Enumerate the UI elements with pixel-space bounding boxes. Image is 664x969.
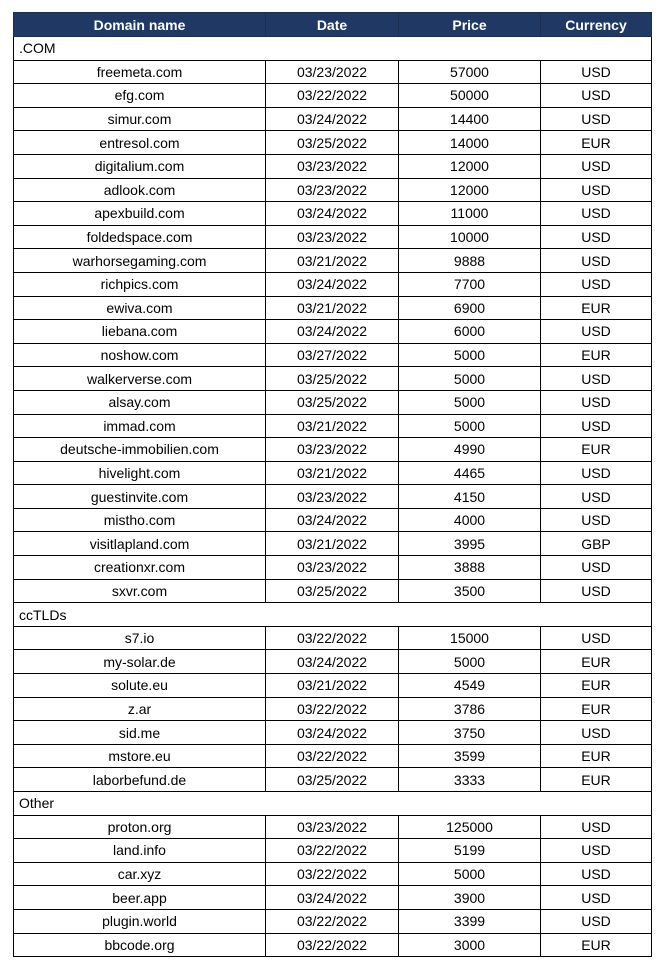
cell-price: 4000: [399, 508, 541, 532]
cell-price: 14400: [399, 107, 541, 131]
cell-price: 3599: [399, 744, 541, 768]
domain-sales-sheet: [13, 12, 651, 957]
cell-price: 3399: [399, 909, 541, 933]
cell-domain-name: bbcode.org: [14, 933, 266, 957]
table-row: [14, 84, 652, 108]
column-header-currency: Currency: [541, 13, 652, 37]
table-row: [14, 508, 652, 532]
section-title: ccTLDs: [14, 603, 652, 627]
cell-currency: GBP: [541, 532, 652, 556]
cell-price: 6900: [399, 296, 541, 320]
cell-currency: USD: [541, 556, 652, 580]
cell-date: 03/27/2022: [266, 343, 399, 367]
cell-currency: EUR: [541, 438, 652, 462]
cell-price: 11000: [399, 202, 541, 226]
cell-domain-name: guestinvite.com: [14, 485, 266, 509]
cell-date: 03/24/2022: [266, 721, 399, 745]
cell-date: 03/22/2022: [266, 744, 399, 768]
cell-date: 03/23/2022: [266, 178, 399, 202]
cell-date: 03/23/2022: [266, 225, 399, 249]
cell-currency: USD: [541, 485, 652, 509]
cell-currency: USD: [541, 272, 652, 296]
cell-date: 03/24/2022: [266, 508, 399, 532]
cell-date: 03/23/2022: [266, 154, 399, 178]
cell-price: 3888: [399, 556, 541, 580]
cell-currency: USD: [541, 862, 652, 886]
cell-price: 50000: [399, 84, 541, 108]
table-row: [14, 178, 652, 202]
cell-price: 12000: [399, 154, 541, 178]
cell-currency: USD: [541, 839, 652, 863]
table-row: [14, 768, 652, 792]
cell-currency: USD: [541, 249, 652, 273]
cell-currency: USD: [541, 390, 652, 414]
cell-price: 7700: [399, 272, 541, 296]
cell-currency: EUR: [541, 697, 652, 721]
cell-currency: USD: [541, 461, 652, 485]
table-row: [14, 485, 652, 509]
cell-price: 3900: [399, 886, 541, 910]
cell-date: 03/21/2022: [266, 296, 399, 320]
cell-domain-name: my-solar.de: [14, 650, 266, 674]
table-row: [14, 674, 652, 698]
cell-price: 3750: [399, 721, 541, 745]
cell-domain-name: hivelight.com: [14, 461, 266, 485]
cell-date: 03/25/2022: [266, 768, 399, 792]
cell-domain-name: walkerverse.com: [14, 367, 266, 391]
table-row: [14, 414, 652, 438]
table-row: [14, 343, 652, 367]
table-row: [14, 839, 652, 863]
cell-price: 57000: [399, 60, 541, 84]
table-row: [14, 390, 652, 414]
cell-domain-name: adlook.com: [14, 178, 266, 202]
cell-domain-name: solute.eu: [14, 674, 266, 698]
cell-domain-name: warhorsegaming.com: [14, 249, 266, 273]
cell-currency: USD: [541, 815, 652, 839]
column-header-domain-name: Domain name: [14, 13, 266, 37]
cell-price: 3995: [399, 532, 541, 556]
cell-currency: EUR: [541, 933, 652, 957]
cell-currency: USD: [541, 579, 652, 603]
cell-date: 03/23/2022: [266, 438, 399, 462]
cell-currency: EUR: [541, 650, 652, 674]
table-row: [14, 556, 652, 580]
cell-date: 03/23/2022: [266, 815, 399, 839]
cell-currency: USD: [541, 508, 652, 532]
cell-date: 03/21/2022: [266, 249, 399, 273]
cell-price: 5199: [399, 839, 541, 863]
table-row: [14, 131, 652, 155]
cell-currency: USD: [541, 154, 652, 178]
cell-currency: USD: [541, 909, 652, 933]
cell-date: 03/25/2022: [266, 579, 399, 603]
cell-currency: USD: [541, 414, 652, 438]
cell-date: 03/21/2022: [266, 532, 399, 556]
cell-domain-name: z.ar: [14, 697, 266, 721]
cell-domain-name: proton.org: [14, 815, 266, 839]
cell-date: 03/24/2022: [266, 272, 399, 296]
cell-price: 5000: [399, 414, 541, 438]
section-title: Other: [14, 792, 652, 816]
table-row: [14, 320, 652, 344]
cell-currency: USD: [541, 84, 652, 108]
cell-domain-name: sid.me: [14, 721, 266, 745]
cell-currency: USD: [541, 202, 652, 226]
cell-date: 03/23/2022: [266, 60, 399, 84]
table-row: [14, 438, 652, 462]
cell-domain-name: ewiva.com: [14, 296, 266, 320]
cell-domain-name: beer.app: [14, 886, 266, 910]
cell-domain-name: sxvr.com: [14, 579, 266, 603]
cell-domain-name: mistho.com: [14, 508, 266, 532]
cell-domain-name: alsay.com: [14, 390, 266, 414]
table-body: [14, 37, 652, 957]
table-row: [14, 367, 652, 391]
cell-domain-name: entresol.com: [14, 131, 266, 155]
cell-date: 03/22/2022: [266, 933, 399, 957]
cell-price: 5000: [399, 650, 541, 674]
table-row: [14, 721, 652, 745]
table-row: [14, 933, 652, 957]
table-row: [14, 862, 652, 886]
section-title: .COM: [14, 37, 652, 61]
section-row: [14, 37, 652, 61]
cell-domain-name: car.xyz: [14, 862, 266, 886]
cell-domain-name: s7.io: [14, 626, 266, 650]
cell-date: 03/21/2022: [266, 674, 399, 698]
table-row: [14, 815, 652, 839]
table-row: [14, 272, 652, 296]
cell-price: 10000: [399, 225, 541, 249]
domain-sales-table: [13, 12, 652, 957]
cell-date: 03/23/2022: [266, 485, 399, 509]
section-row: [14, 603, 652, 627]
cell-date: 03/21/2022: [266, 461, 399, 485]
cell-domain-name: immad.com: [14, 414, 266, 438]
cell-domain-name: apexbuild.com: [14, 202, 266, 226]
cell-currency: EUR: [541, 674, 652, 698]
cell-currency: EUR: [541, 343, 652, 367]
table-row: [14, 650, 652, 674]
cell-price: 125000: [399, 815, 541, 839]
cell-date: 03/22/2022: [266, 909, 399, 933]
cell-currency: EUR: [541, 744, 652, 768]
cell-currency: EUR: [541, 131, 652, 155]
table-row: [14, 249, 652, 273]
cell-currency: USD: [541, 60, 652, 84]
table-row: [14, 532, 652, 556]
cell-price: 3333: [399, 768, 541, 792]
cell-currency: USD: [541, 886, 652, 910]
cell-price: 4465: [399, 461, 541, 485]
cell-currency: USD: [541, 626, 652, 650]
table-row: [14, 107, 652, 131]
column-header-price: Price: [399, 13, 541, 37]
cell-currency: USD: [541, 367, 652, 391]
cell-date: 03/21/2022: [266, 414, 399, 438]
cell-domain-name: simur.com: [14, 107, 266, 131]
cell-date: 03/22/2022: [266, 84, 399, 108]
table-row: [14, 579, 652, 603]
cell-domain-name: creationxr.com: [14, 556, 266, 580]
cell-domain-name: liebana.com: [14, 320, 266, 344]
table-row: [14, 296, 652, 320]
section-row: [14, 792, 652, 816]
header-row: [14, 13, 652, 37]
table-row: [14, 697, 652, 721]
cell-domain-name: plugin.world: [14, 909, 266, 933]
cell-date: 03/25/2022: [266, 390, 399, 414]
cell-currency: USD: [541, 721, 652, 745]
cell-domain-name: noshow.com: [14, 343, 266, 367]
table-row: [14, 225, 652, 249]
cell-date: 03/22/2022: [266, 839, 399, 863]
cell-date: 03/25/2022: [266, 131, 399, 155]
column-header-date: Date: [266, 13, 399, 37]
cell-currency: USD: [541, 178, 652, 202]
cell-price: 3000: [399, 933, 541, 957]
cell-currency: EUR: [541, 768, 652, 792]
table-row: [14, 909, 652, 933]
cell-date: 03/25/2022: [266, 367, 399, 391]
cell-currency: USD: [541, 320, 652, 344]
cell-price: 3500: [399, 579, 541, 603]
cell-domain-name: laborbefund.de: [14, 768, 266, 792]
cell-date: 03/24/2022: [266, 886, 399, 910]
cell-date: 03/24/2022: [266, 202, 399, 226]
cell-price: 5000: [399, 343, 541, 367]
cell-price: 15000: [399, 626, 541, 650]
cell-domain-name: visitlapland.com: [14, 532, 266, 556]
cell-domain-name: efg.com: [14, 84, 266, 108]
cell-price: 4990: [399, 438, 541, 462]
cell-domain-name: freemeta.com: [14, 60, 266, 84]
cell-price: 6000: [399, 320, 541, 344]
cell-domain-name: land.info: [14, 839, 266, 863]
table-row: [14, 202, 652, 226]
cell-price: 3786: [399, 697, 541, 721]
cell-price: 4150: [399, 485, 541, 509]
cell-domain-name: foldedspace.com: [14, 225, 266, 249]
cell-date: 03/24/2022: [266, 650, 399, 674]
cell-domain-name: deutsche-immobilien.com: [14, 438, 266, 462]
cell-price: 14000: [399, 131, 541, 155]
cell-domain-name: mstore.eu: [14, 744, 266, 768]
cell-date: 03/24/2022: [266, 320, 399, 344]
cell-domain-name: richpics.com: [14, 272, 266, 296]
table-row: [14, 626, 652, 650]
table-row: [14, 60, 652, 84]
cell-price: 5000: [399, 367, 541, 391]
cell-price: 12000: [399, 178, 541, 202]
cell-date: 03/23/2022: [266, 556, 399, 580]
cell-price: 9888: [399, 249, 541, 273]
table-row: [14, 886, 652, 910]
cell-date: 03/22/2022: [266, 697, 399, 721]
cell-domain-name: digitalium.com: [14, 154, 266, 178]
cell-currency: USD: [541, 225, 652, 249]
table-row: [14, 744, 652, 768]
cell-date: 03/22/2022: [266, 862, 399, 886]
cell-price: 5000: [399, 862, 541, 886]
cell-price: 4549: [399, 674, 541, 698]
cell-currency: USD: [541, 107, 652, 131]
cell-currency: EUR: [541, 296, 652, 320]
cell-price: 5000: [399, 390, 541, 414]
table-row: [14, 154, 652, 178]
cell-date: 03/24/2022: [266, 107, 399, 131]
cell-date: 03/22/2022: [266, 626, 399, 650]
table-row: [14, 461, 652, 485]
